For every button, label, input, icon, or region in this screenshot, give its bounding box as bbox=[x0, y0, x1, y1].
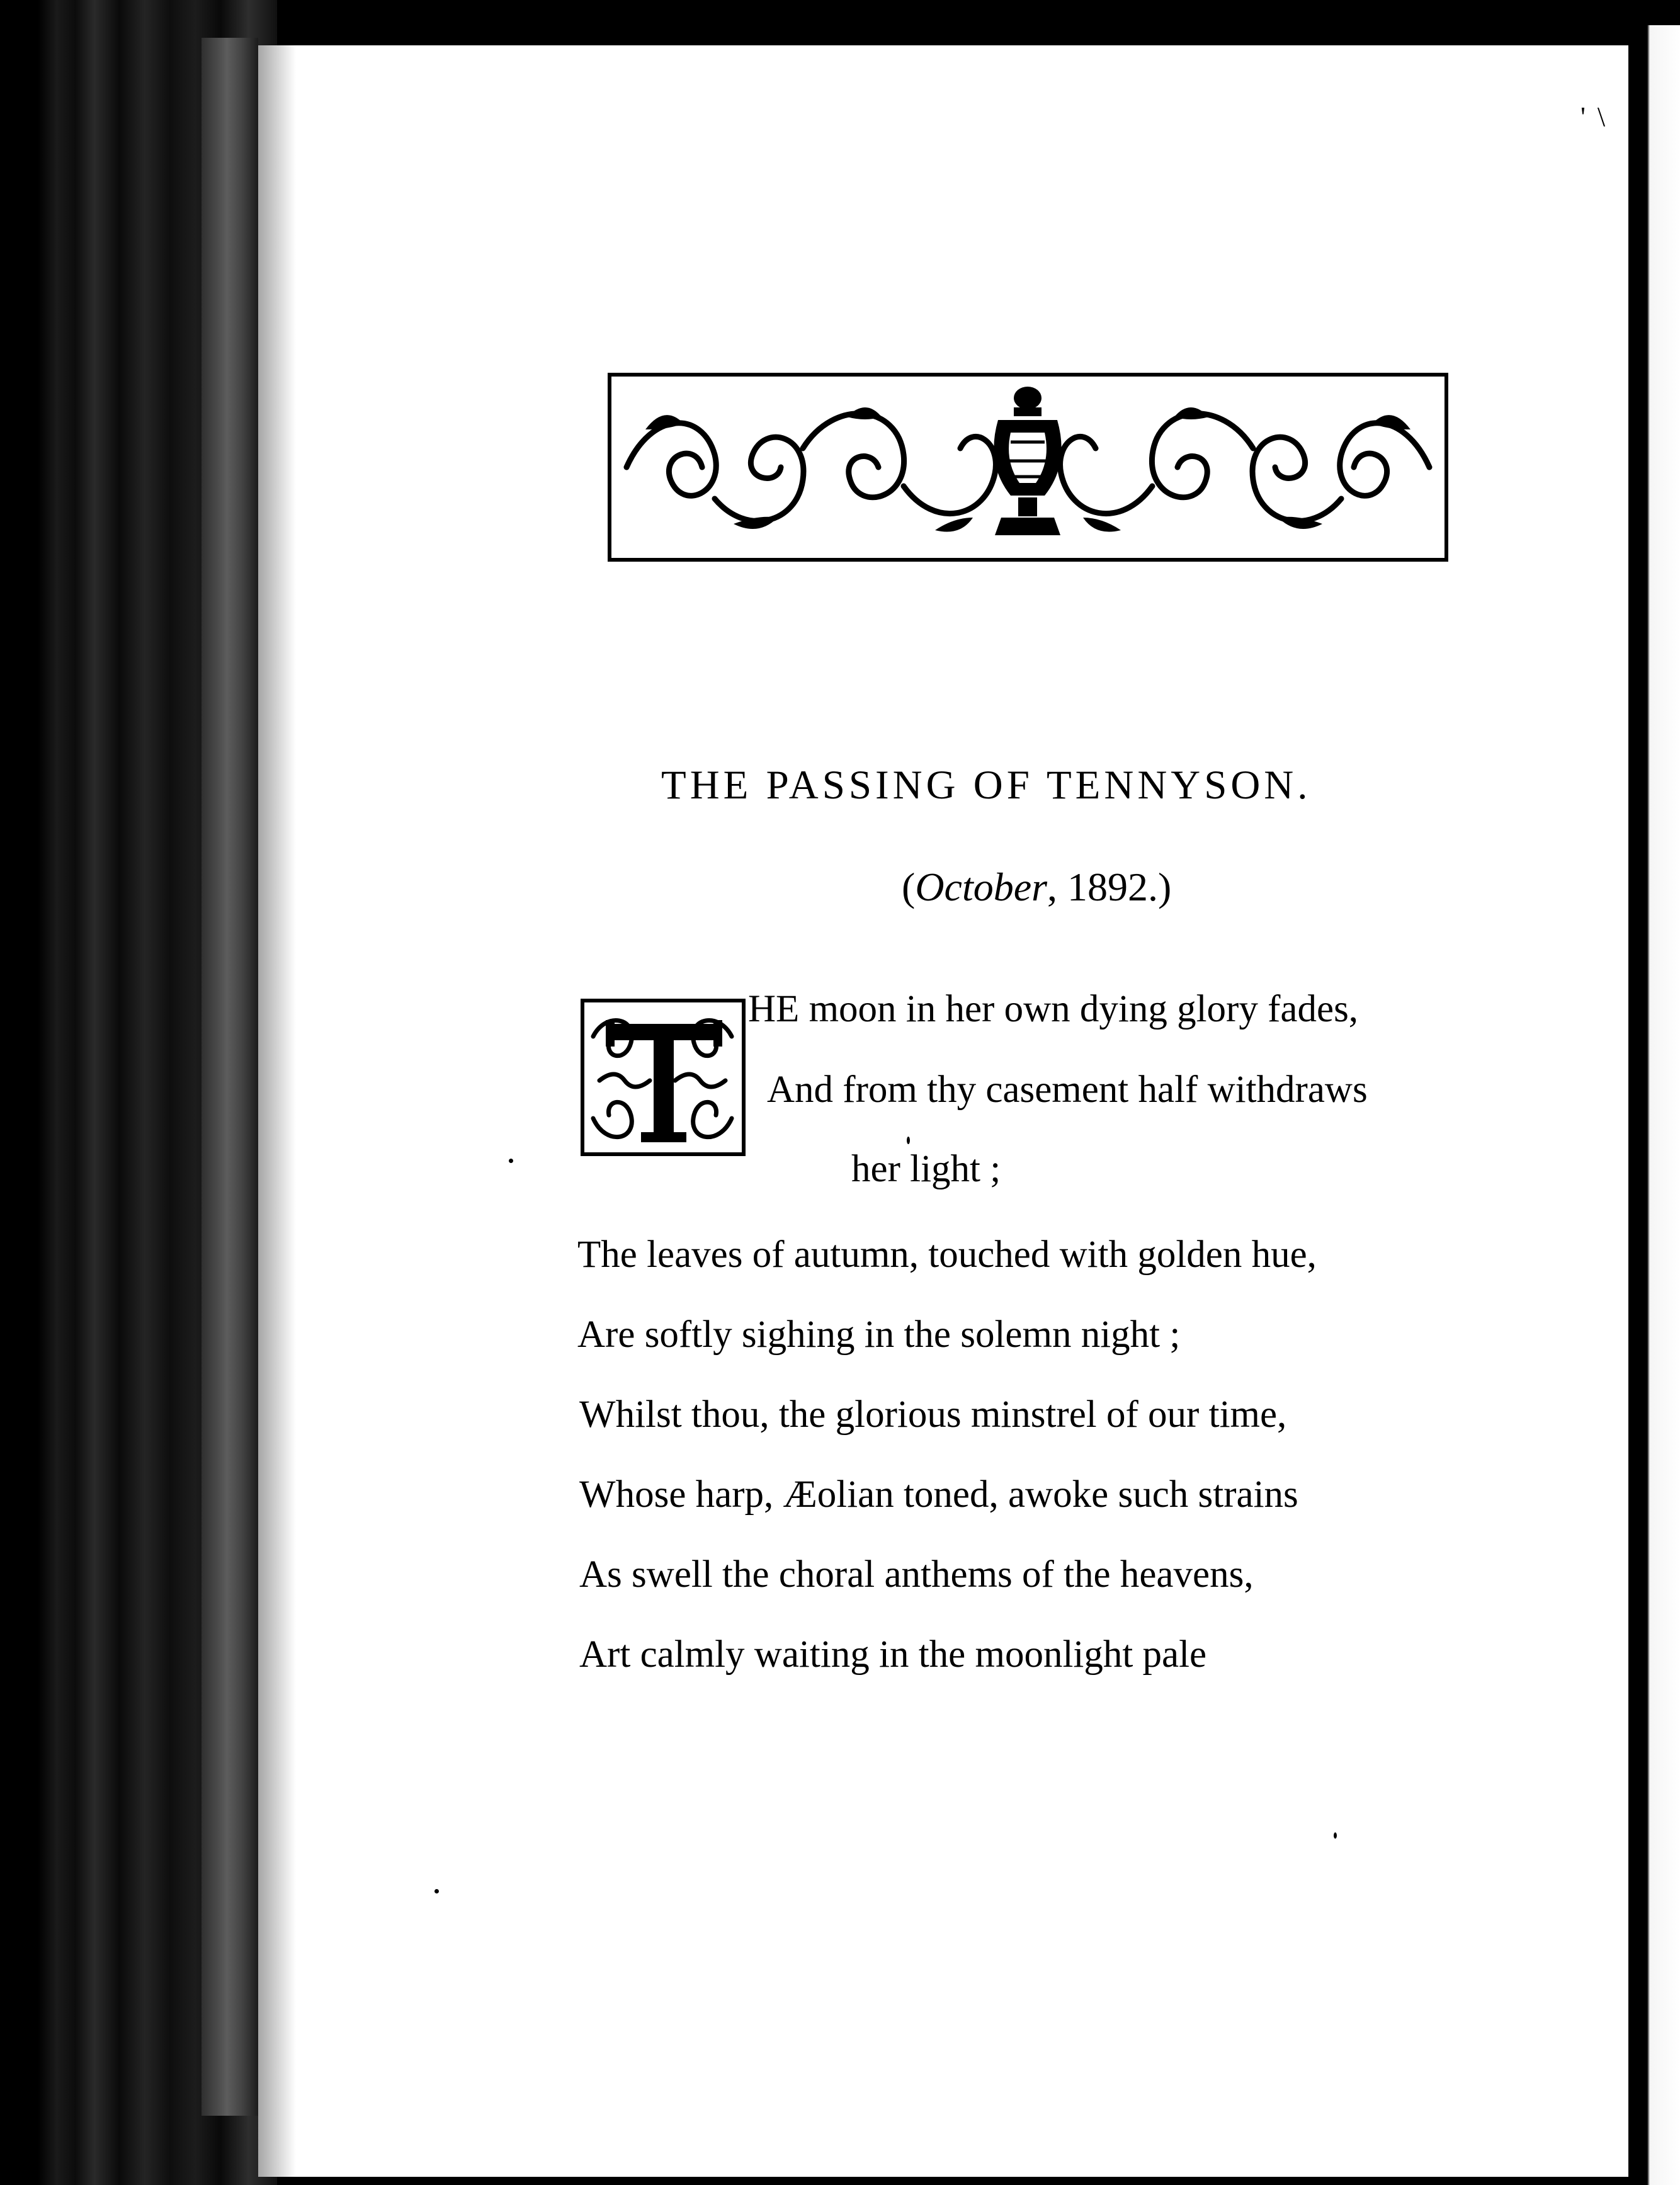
poem-line-6: Whilst thou, the glorious minstrel of our time, bbox=[579, 1393, 1287, 1436]
poem-date bbox=[902, 864, 1171, 911]
poem-line-3: her light ; bbox=[851, 1148, 1001, 1190]
paper-speck bbox=[509, 1159, 513, 1163]
poem-title: THE PASSING OF TENNYSON. bbox=[661, 763, 1312, 808]
poem-line-2: And from thy casement half withdraws bbox=[767, 1069, 1368, 1111]
dropcap-initial-icon bbox=[581, 999, 746, 1156]
floral-headpiece-icon bbox=[608, 373, 1448, 562]
poem-line-7: Whose harp, Æolian toned, awoke such strains bbox=[579, 1473, 1298, 1516]
margin-mark: ' \ bbox=[1581, 101, 1608, 132]
date-year: , 1892.) bbox=[1047, 865, 1172, 909]
gutter-shadow bbox=[258, 45, 296, 2177]
paper-speck bbox=[907, 1137, 910, 1144]
poem-line-5: Are softly sighing in the solemn night ; bbox=[577, 1314, 1181, 1356]
date-open-paren: ( bbox=[902, 865, 916, 909]
paper-speck bbox=[1334, 1832, 1337, 1839]
page-edges bbox=[201, 38, 258, 2116]
facing-page-edge bbox=[1628, 25, 1680, 2185]
poem-line-1: HE moon in her own dying glory fades, bbox=[748, 988, 1359, 1030]
poem-line-4: The leaves of autumn, touched with golden hue, bbox=[577, 1234, 1317, 1276]
date-month: October bbox=[915, 865, 1048, 909]
paper-speck bbox=[434, 1889, 439, 1893]
poem-line-8: As swell the choral anthems of the heavens, bbox=[579, 1553, 1254, 1596]
poem-line-9: Art calmly waiting in the moonlight pale bbox=[579, 1633, 1207, 1676]
